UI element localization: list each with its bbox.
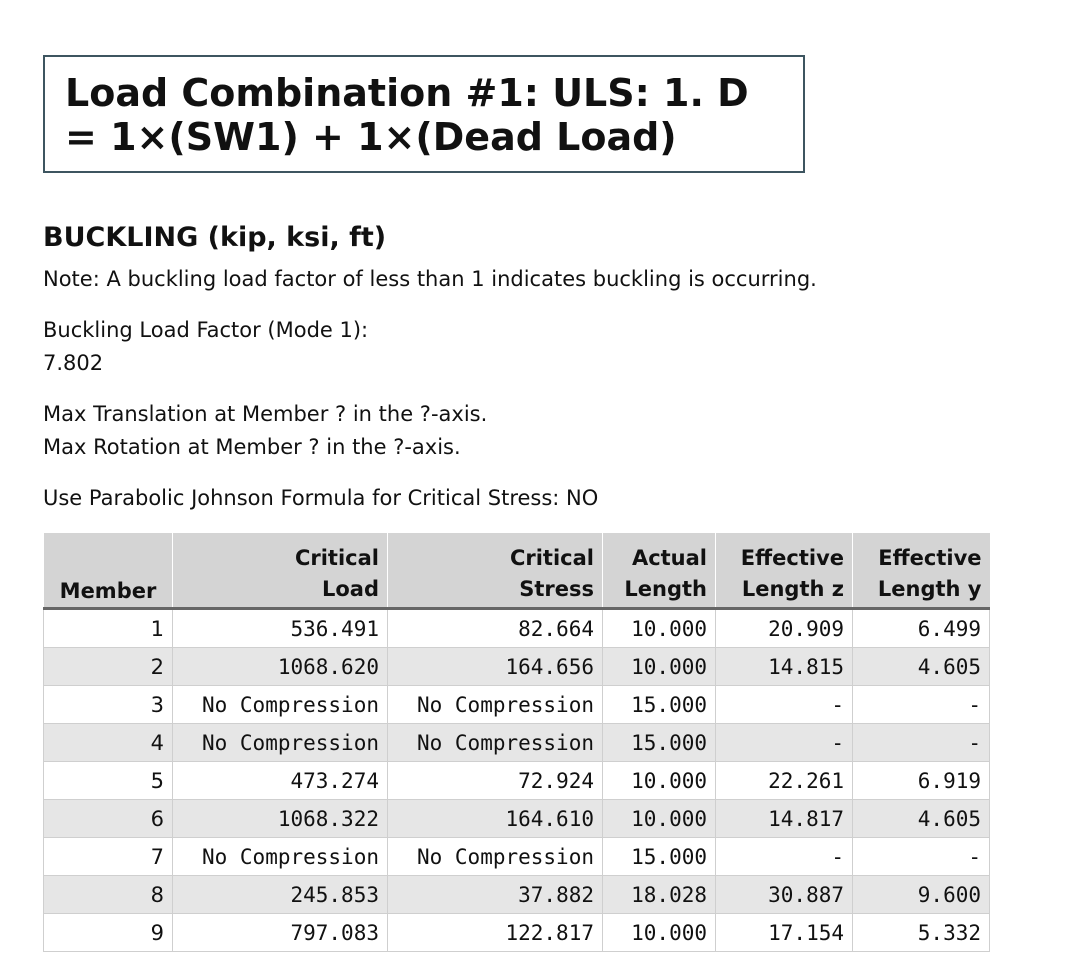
critical-stress-cell: No Compression (388, 686, 603, 724)
effective-length-y-cell: 4.605 (853, 800, 990, 838)
effective-length-z-cell: 17.154 (716, 914, 853, 952)
critical-load-cell: 1068.620 (173, 648, 388, 686)
buckling-table (43, 533, 990, 952)
header-effective-length-z-1: Effective (716, 533, 853, 570)
effective-length-y-cell: 5.332 (853, 914, 990, 952)
buckling-factor-value: 7.802 (43, 351, 104, 375)
header-actual-length-1: Actual (603, 533, 716, 570)
member-cell: 4 (44, 724, 173, 762)
member-cell: 5 (44, 762, 173, 800)
critical-load-cell: No Compression (173, 686, 388, 724)
header-critical-load-1: Critical (173, 533, 388, 570)
member-cell: 9 (44, 914, 173, 952)
member-cell: 2 (44, 648, 173, 686)
load-combination-title-box (43, 55, 805, 173)
critical-stress-cell: No Compression (388, 838, 603, 876)
header-critical-stress-2: Stress (388, 570, 603, 609)
buckling-note: Note: A buckling load factor of less than 1 indicates buckling is occurring. (43, 267, 817, 291)
title-line-1: Load Combination #1: ULS: 1. D (65, 71, 749, 115)
critical-load-cell: 245.853 (173, 876, 388, 914)
effective-length-y-cell: 9.600 (853, 876, 990, 914)
header-critical-stress-1: Critical (388, 533, 603, 570)
effective-length-z-cell: 14.817 (716, 800, 853, 838)
johnson-formula-text: Use Parabolic Johnson Formula for Critical Stress: NO (43, 486, 599, 510)
critical-load-cell: 797.083 (173, 914, 388, 952)
effective-length-y-cell: - (853, 724, 990, 762)
table-row (44, 762, 990, 800)
table-row (44, 648, 990, 686)
table-row (44, 914, 990, 952)
effective-length-z-cell: - (716, 838, 853, 876)
effective-length-z-cell: - (716, 686, 853, 724)
header-critical-load-2: Load (173, 570, 388, 609)
buckling-factor-label: Buckling Load Factor (Mode 1): (43, 318, 369, 342)
table-row (44, 724, 990, 762)
actual-length-cell: 10.000 (603, 800, 716, 838)
header-actual-length-2: Length (603, 570, 716, 609)
effective-length-y-cell: 6.499 (853, 609, 990, 648)
member-cell: 3 (44, 686, 173, 724)
buckling-table-body (44, 609, 990, 952)
critical-load-cell: 1068.322 (173, 800, 388, 838)
member-cell: 1 (44, 609, 173, 648)
table-row (44, 609, 990, 648)
critical-stress-cell: 82.664 (388, 609, 603, 648)
effective-length-y-cell: - (853, 686, 990, 724)
effective-length-z-cell: 22.261 (716, 762, 853, 800)
effective-length-z-cell: 20.909 (716, 609, 853, 648)
max-rotation-text: Max Rotation at Member ? in the ?-axis. (43, 435, 461, 459)
title-line-2: = 1×(SW1) + 1×(Dead Load) (65, 115, 677, 159)
table-row (44, 800, 990, 838)
critical-stress-cell: 72.924 (388, 762, 603, 800)
buckling-table-header (44, 533, 990, 609)
member-cell: 6 (44, 800, 173, 838)
critical-load-cell: 536.491 (173, 609, 388, 648)
effective-length-y-cell: 4.605 (853, 648, 990, 686)
table-row (44, 686, 990, 724)
member-cell: 8 (44, 876, 173, 914)
actual-length-cell: 10.000 (603, 914, 716, 952)
actual-length-cell: 10.000 (603, 648, 716, 686)
actual-length-cell: 10.000 (603, 762, 716, 800)
buckling-heading: BUCKLING (kip, ksi, ft) (43, 222, 387, 253)
actual-length-cell: 10.000 (603, 609, 716, 648)
critical-stress-cell: 37.882 (388, 876, 603, 914)
header-effective-length-z-2: Length z (716, 570, 853, 609)
table-row (44, 876, 990, 914)
effective-length-z-cell: - (716, 724, 853, 762)
header-effective-length-y-1: Effective (853, 533, 990, 570)
max-translation-text: Max Translation at Member ? in the ?-axis. (43, 402, 488, 426)
actual-length-cell: 18.028 (603, 876, 716, 914)
actual-length-cell: 15.000 (603, 838, 716, 876)
effective-length-z-cell: 14.815 (716, 648, 853, 686)
table-row (44, 838, 990, 876)
actual-length-cell: 15.000 (603, 686, 716, 724)
critical-stress-cell: 164.610 (388, 800, 603, 838)
critical-load-cell: No Compression (173, 838, 388, 876)
header-member: Member (44, 533, 173, 609)
effective-length-z-cell: 30.887 (716, 876, 853, 914)
header-effective-length-y-2: Length y (853, 570, 990, 609)
critical-stress-cell: 164.656 (388, 648, 603, 686)
critical-stress-cell: 122.817 (388, 914, 603, 952)
effective-length-y-cell: 6.919 (853, 762, 990, 800)
member-cell: 7 (44, 838, 173, 876)
critical-stress-cell: No Compression (388, 724, 603, 762)
load-combination-title (65, 71, 783, 159)
effective-length-y-cell: - (853, 838, 990, 876)
actual-length-cell: 15.000 (603, 724, 716, 762)
critical-load-cell: 473.274 (173, 762, 388, 800)
critical-load-cell: No Compression (173, 724, 388, 762)
